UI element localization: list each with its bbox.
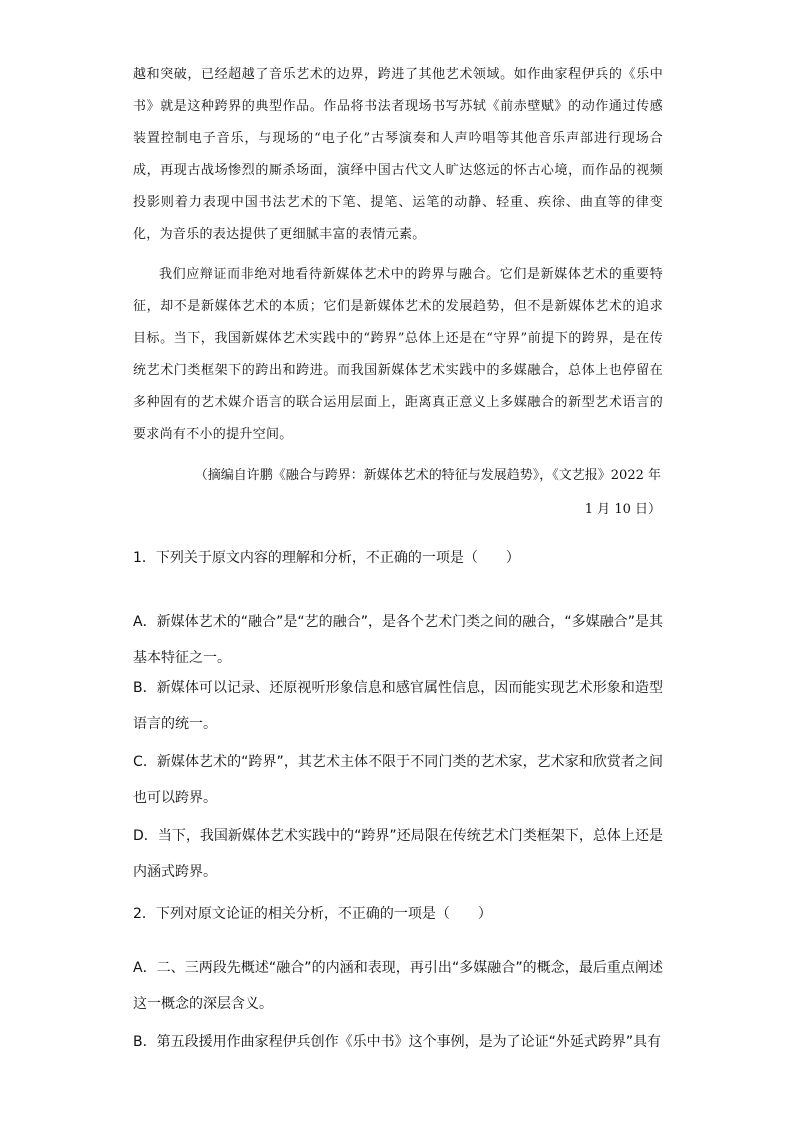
question-1-stem: 1．下列关于原文内容的理解和分析，不正确的一项是（ ） xyxy=(133,550,520,566)
source-citation xyxy=(133,459,661,527)
question-1-option-b: B．新媒体可以记录、还原视听形象信息和感官属性信息，因而能实现艺术形象和造型语言的统一。 xyxy=(133,680,663,732)
source-citation-line: 1 月 10 日） xyxy=(584,502,661,517)
question-2-option-b: B．第五段援用作曲家程伊兵创作《乐中书》这个事例，是为了论证“外延式跨界”具有 xyxy=(133,1034,662,1050)
question-1-option-d: D．当下，我国新媒体艺术实践中的“跨界”还局限在传统艺术门类框架下，总体上还是内涵式跨界。 xyxy=(133,828,663,880)
question-2-stem: 2．下列对原文论证的相关分析，不正确的一项是（ ） xyxy=(133,906,492,922)
source-citation-line: （摘编自许鹏《融合与跨界：新媒体艺术的特征与发展趋势》，《文艺报》2022 年 xyxy=(194,468,661,483)
question-1-option-c: C．新媒体艺术的“跨界”，其艺术主体不限于不同门类的艺术家，艺术家和欣赏者之间也可以跨界。 xyxy=(133,754,663,806)
passage-paragraph: 我们应辩证而非绝对地看待新媒体艺术中的跨界与融合。它们是新媒体艺术的重要特征，却不是新媒体艺术的本质；它们是新媒体艺术的发展趋势，但不是新媒体艺术的追求目标。当下，我国新媒体艺术实践中的“跨界”总体上还是在“守界”前提下的跨界，是在传统艺术门类框架下的跨出和跨进。而我国新媒体艺术实践中的多媒融合，总体上也停留在多种固有的艺术媒介语言的联合运用层面上，距离真正意义上多媒融合的新型艺术语言的要求尚有不小的提升空间。 xyxy=(133,267,663,442)
question-2-option-a: A．二、三两段先概述“融合”的内涵和表现，再引出“多媒融合”的概念，最后重点阐述这一概念的深层含义。 xyxy=(133,960,663,1012)
passage-paragraph: 越和突破，已经超越了音乐艺术的边界，跨进了其他艺术领域。如作曲家程伊兵的《乐中书》就是这种跨界的典型作品。作品将书法者现场书写苏轼《前赤壁赋》的动作通过传感装置控制电子音乐，与现场的“电子化”古琴演奏和人声吟唱等其他音乐声部进行现场合成，再现古战场惨烈的厮杀场面，演绎中国古代文人旷达悠远的怀古心境，而作品的视频投影则着力表现中国书法艺术的下笔、提笔、运笔的动静、轻重、疾徐、曲直等的律变化，为音乐的表达提供了更细腻丰富的表情元素。 xyxy=(133,67,663,242)
question-1-option-a: A．新媒体艺术的“融合”是“艺的融合”，是各个艺术门类之间的融合，“多媒融合”是其基本特征之一。 xyxy=(133,614,663,666)
